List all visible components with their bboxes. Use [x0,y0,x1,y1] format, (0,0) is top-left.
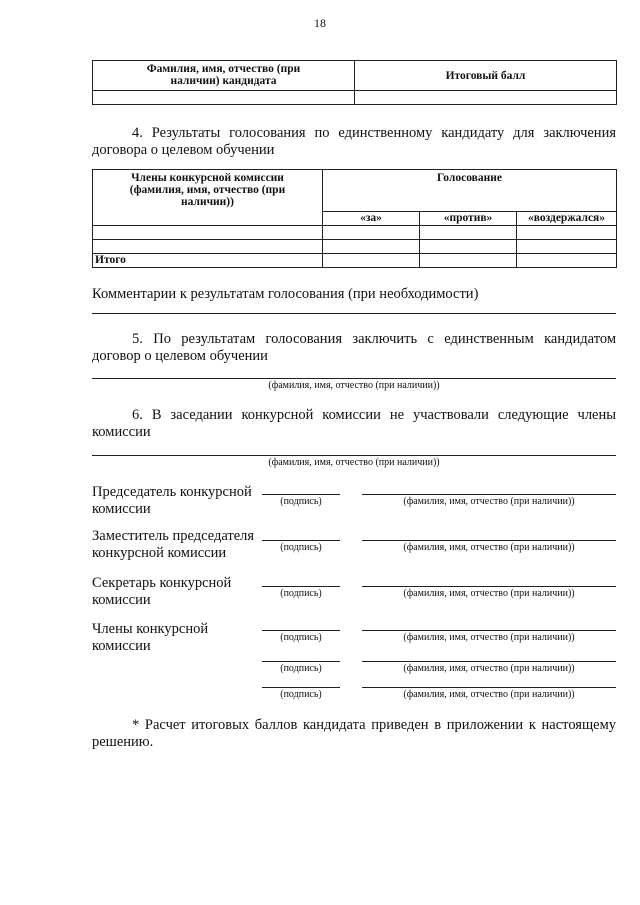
voting-results-table [92,169,617,268]
candidate-score-table [92,60,617,105]
member-2-name-line [362,661,616,662]
table-row [93,226,617,240]
total-score-header: Итоговый балл [355,61,617,91]
secretary-label: Секретарь конкурсной комиссии [92,575,232,608]
member-3-name-line [362,687,616,688]
deputy-name-line [362,540,616,541]
member-2-sign-caption: (подпись) [280,663,322,674]
section-6-line [92,455,616,456]
total-label: Итого [93,254,323,268]
member-2-sign-line [262,661,340,662]
deputy-name-caption: (фамилия, имя, отчество (при наличии)) [403,542,575,553]
member-2-name-caption: (фамилия, имя, отчество (при наличии)) [403,663,575,674]
voting-header: Голосование [323,170,617,212]
member-3-sign-caption: (подпись) [280,689,322,700]
section-4-text: 4. Результаты голосования по единственному кандидату для заключения договора о целевом обучении [92,125,616,158]
section-6-caption: (фамилия, имя, отчество (при наличии)) [268,457,440,468]
total-score-cell [355,91,617,105]
comments-label: Комментарии к результатам голосования (при необходимости) [92,286,479,302]
chairman-sign-line [262,494,340,495]
table-row [93,240,617,254]
members-header: Члены конкурсной комиссии (фамилия, имя, отчество (при наличии)) [93,170,323,226]
secretary-name-line [362,586,616,587]
deputy-label: Заместитель председателя конкурсной комиссии [92,528,255,561]
chairman-sign-caption: (подпись) [280,496,322,507]
section-5-caption: (фамилия, имя, отчество (при наличии)) [268,380,440,391]
total-row [93,254,617,268]
deputy-sign-caption: (подпись) [280,542,322,553]
section-5-line [92,378,616,379]
vote-abstain-header: «воздержался» [517,212,617,226]
footnote: * Расчет итоговых баллов кандидата приведен в приложении к настоящему решению. [92,717,616,750]
comments-line [92,313,616,314]
member-3-sign-line [262,687,340,688]
member-3-name-caption: (фамилия, имя, отчество (при наличии)) [403,689,575,700]
candidate-name-header: Фамилия, имя, отчество (при наличии) кандидата [93,61,355,91]
chairman-label: Председатель конкурсной комиссии [92,484,252,517]
chairman-name-line [362,494,616,495]
deputy-sign-line [262,540,340,541]
member-1-name-caption: (фамилия, имя, отчество (при наличии)) [403,632,575,643]
member-1-sign-caption: (подпись) [280,632,322,643]
vote-against-header: «против» [420,212,517,226]
member-1-sign-line [262,630,340,631]
chairman-name-caption: (фамилия, имя, отчество (при наличии)) [403,496,575,507]
vote-for-header: «за» [323,212,420,226]
section-6-text: 6. В заседании конкурсной комиссии не участвовали следующие члены комиссии [92,407,616,440]
secretary-sign-caption: (подпись) [280,588,322,599]
candidate-name-cell [93,91,355,105]
page-number: 18 [314,16,326,30]
members-label: Члены конкурсной комиссии [92,621,209,654]
section-5-text: 5. По результатам голосования заключить с единственным кандидатом договор о целевом обучении [92,331,616,364]
member-1-name-line [362,630,616,631]
secretary-sign-line [262,586,340,587]
secretary-name-caption: (фамилия, имя, отчество (при наличии)) [403,588,575,599]
